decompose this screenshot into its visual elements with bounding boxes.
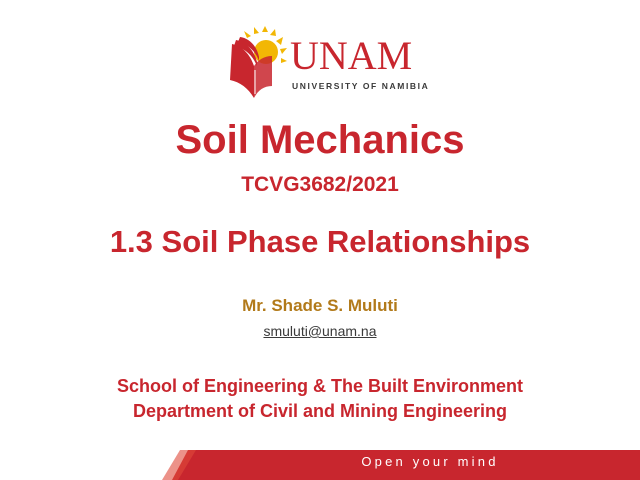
logo-wordmark: UNAM	[290, 33, 413, 78]
course-code: TCVG3682/2021	[241, 173, 399, 196]
author-email-link[interactable]: smuluti@unam.na	[263, 323, 377, 339]
logo-subtitle: UNIVERSITY OF NAMIBIA	[292, 81, 430, 91]
author-name: Mr. Shade S. Muluti	[242, 296, 398, 315]
footer-red-band	[0, 438, 640, 480]
footer-tagline: Open your mind	[361, 454, 499, 469]
department-name: Department of Civil and Mining Engineering	[132, 401, 508, 421]
school-name: School of Engineering & The Built Environment	[116, 376, 523, 396]
unam-logo	[226, 26, 430, 102]
topic-heading: 1.3 Soil Phase Relationships	[109, 224, 531, 259]
footer-banner	[0, 438, 640, 480]
book-sun-logo-icon	[226, 26, 288, 102]
slide-title: Soil Mechanics	[175, 118, 465, 162]
